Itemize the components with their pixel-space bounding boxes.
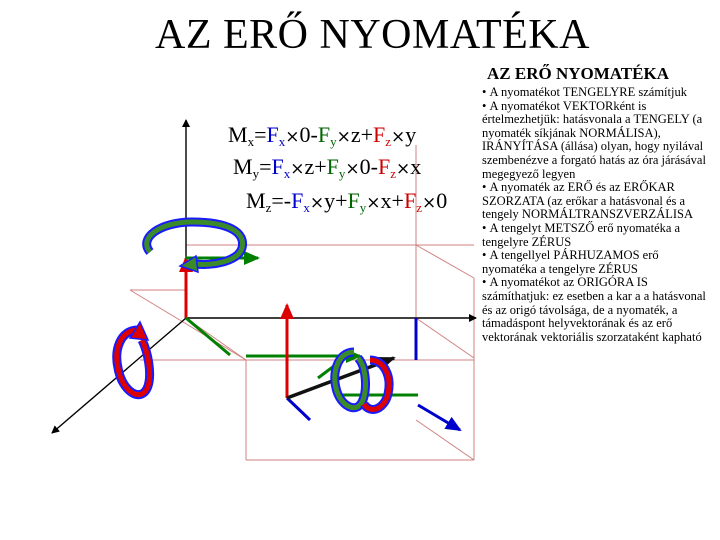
- force-components: [186, 258, 460, 430]
- force-x-component-upper: [186, 318, 230, 355]
- bullet-item: • A tengelyt METSZŐ erő nyomatéka a tengelyre ZÉRUS: [482, 222, 714, 249]
- slide-subtitle: AZ ERŐ NYOMATÉKA: [487, 64, 669, 83]
- bullet-item: • A nyomatékot VEKTORként is értelmezhetjük: hatásvonala a TENGELY (a nyomaték síkjának NORMÁLISA), IRÁNYÍTÁSA (állása) olyan, hogy nyilával szembenézve a forgató hatás az óra járásával megegyező legyen: [482, 100, 714, 182]
- moment-arrow-x: [117, 322, 150, 395]
- moment-arrow-z: [147, 222, 243, 272]
- page-title: AZ ERŐ NYOMATÉKA: [155, 12, 590, 58]
- bullet-item: • A tengellyel PÁRHUZAMOS erő nyomatéka a tengelyre ZÉRUS: [482, 249, 714, 276]
- force-x-component: [287, 398, 310, 420]
- bullet-item: • A nyomatékot TENGELYRE számítjuk: [482, 86, 714, 100]
- formula-mz: $M_z=-F_x\times y+F_y\times x+F_z\times 0$: [246, 188, 448, 215]
- bullet-item: • A nyomaték az ERŐ és az ERŐKAR SZORZATA (az erőkar a hatásvonal és a tengely NORMÁLTRANSZVERZÁLISA: [482, 181, 714, 222]
- bullet-item: • A nyomatékot az ORIGÓRA IS számíthatjuk: ez esetben a kar a a hatásvonal és az origó távolsága, de a nyomaték, a támadáspont helyvektorának és az erő vektorának vektoriális szorzataként kapható: [482, 276, 714, 344]
- moment-arrow-y: [335, 352, 389, 409]
- formula-my: $M_y=F_x\times z+F_y\times 0-F_z\times x$: [233, 154, 422, 181]
- formula-mx: $M_x=F_x\times 0-F_y\times z+F_z\times y$: [228, 122, 417, 149]
